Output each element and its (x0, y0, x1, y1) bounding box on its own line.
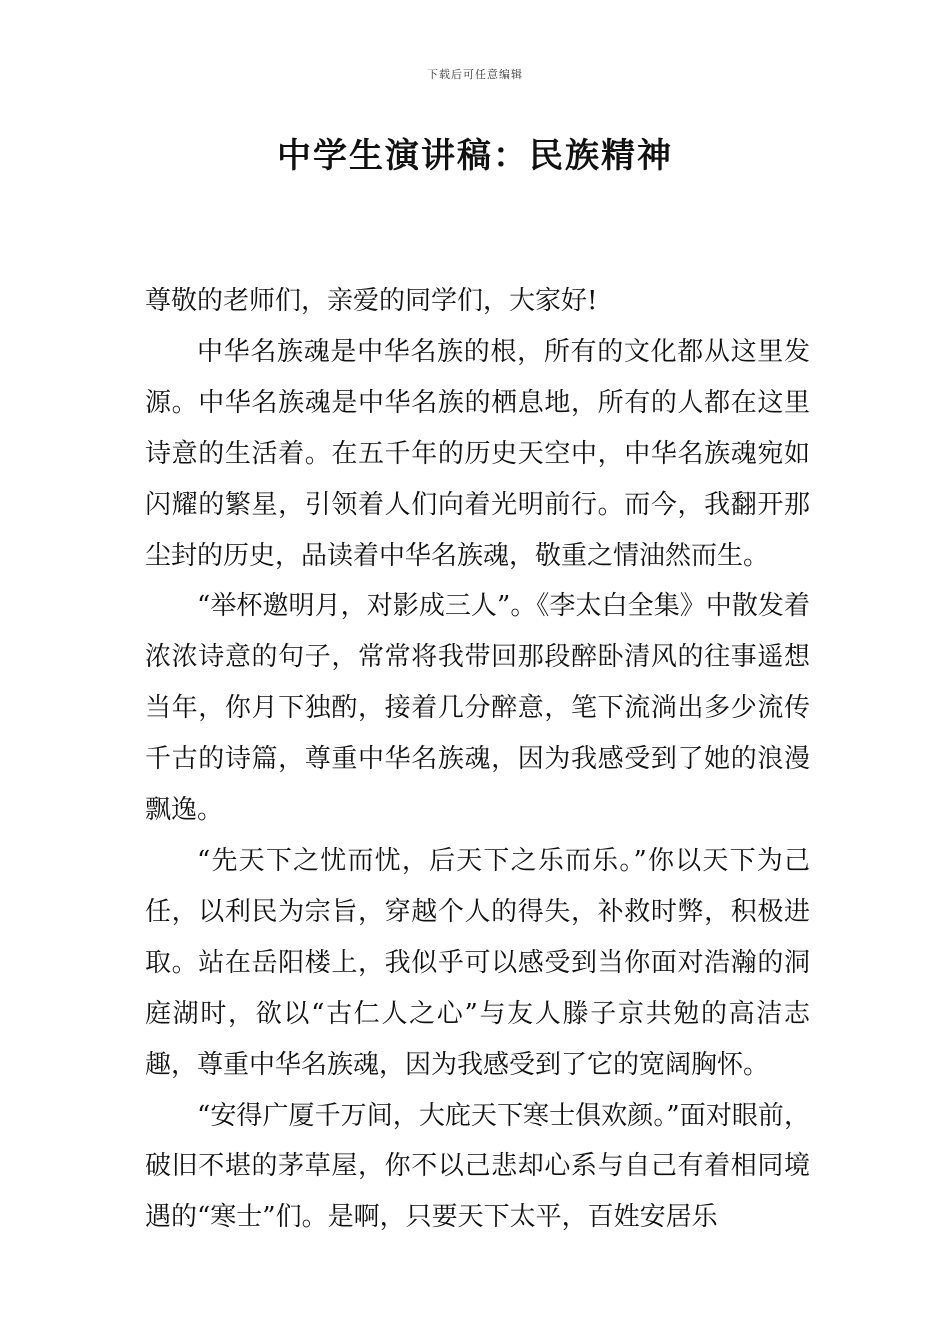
paragraph-4: “安得广厦千万间，大庇天下寒士俱欢颜。”面对眼前，破旧不堪的茅草屋，你不以己悲却心系与自己有着相同境遇的“寒士”们。是啊，只要天下太平，百姓安居乐 (145, 1100, 810, 1233)
paragraph-1: 中华名族魂是中华名族的根，所有的文化都从这里发源。中华名族魂是中华名族的栖息地，所有的人都在这里诗意的生活着。在五千年的历史天空中，中华名族魂宛如闪耀的繁星，引领着人们向着光明前行。而今，我翻开那尘封的历史，品读着中华名族魂，敬重之情油然而生。 (145, 336, 810, 571)
paragraph-3: “先天下之忧而忧，后天下之乐而乐。”你以天下为己任，以利民为宗旨，穿越个人的得失，补救时弊，积极进取。站在岳阳楼上，我似乎可以感受到当你面对浩瀚的洞庭湖时，欲以“古仁人之心”与友人滕子京共勉的高洁志趣，尊重中华名族魂，因为我感受到了它的宽阔胸怀。 (145, 845, 810, 1080)
document-title: 中学生演讲稿：民族精神 (277, 136, 673, 176)
paragraph-2: “举杯邀明月，对影成三人”。《李太白全集》中散发着浓浓诗意的句子，常常将我带回那段醉卧清风的往事遥想当年，你月下独酌，接着几分醉意，笔下流淌出多少流传千古的诗篇，尊重中华名族魂，因为我感受到了她的浪漫飘逸。 (145, 591, 810, 826)
document-body (145, 276, 810, 1243)
greeting: 尊敬的老师们，亲爱的同学们，大家好! (145, 286, 598, 316)
header-note: 下载后可任意编辑 (427, 68, 523, 81)
